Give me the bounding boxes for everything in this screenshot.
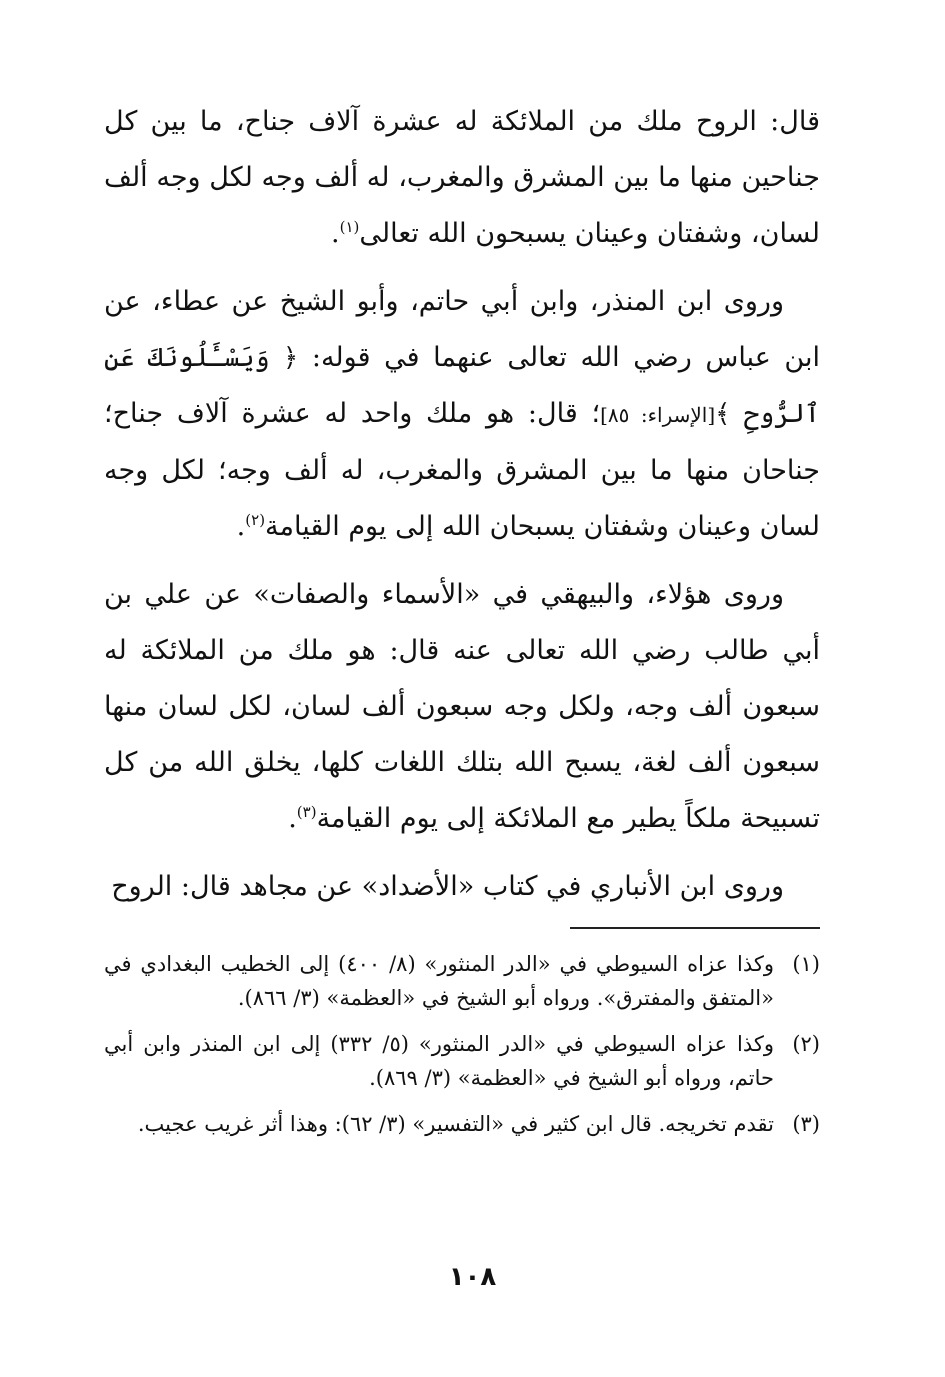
paragraph-2 <box>104 274 820 555</box>
footnote-number: (٣) <box>792 1112 820 1136</box>
paragraph-2-end: . <box>236 511 246 542</box>
footnote-number: (١) <box>792 952 820 976</box>
footnotes <box>104 947 820 1153</box>
paragraph-2-text-after: ؛ قال: هو ملك واحد له عشرة آلاف جناح؛ جناحان منها ما بين المشرق والمغرب، له ألف وجه؛ لكل وجه لسان وعينان وشفتان يسبحان الله إلى يوم القيامة <box>104 398 820 542</box>
footnote-number: (٢) <box>792 1032 820 1056</box>
verse-citation: [الإسراء: ٨٥] <box>600 403 716 427</box>
paragraph-1 <box>104 94 820 262</box>
quran-verse: ﴿ وَيَسْـَٔلُونَكَ عَنِ ٱلرُّوحِ ﴾ <box>104 343 820 429</box>
footnote-ref-2[interactable]: (٢) <box>245 511 266 529</box>
footnote-text: تقدم تخريجه. قال ابن كثير في «التفسير» (٣/ ٦٢): وهذا أثر غريب عجيب. <box>137 1112 774 1136</box>
footnote-text: وكذا عزاه السيوطي في «الدر المنثور» (٨/ ٤٠٠) إلى الخطيب البغدادي في «المتفق والمفترق». ورواه أبو الشيخ في «العظمة» (٣/ ٨٦٦). <box>104 952 774 1010</box>
paragraph-3-end: . <box>288 803 297 834</box>
footnote-separator <box>570 927 820 929</box>
footnote-2 <box>104 1027 820 1095</box>
paragraph-1-text: قال: الروح ملك من الملائكة له عشرة آلاف جناح، ما بين كل جناحين منها ما بين المشرق والمغرب، له ألف وجه لكل وجه ألف لسان، وشفتان وعينان يسبحون الله تعالى <box>104 106 820 249</box>
footnote-ref-1[interactable]: (١) <box>339 218 360 236</box>
paragraph-2-text-before: وروى ابن المنذر، وابن أبي حاتم، وأبو الشيخ عن عطاء، عن ابن عباس رضي الله تعالى عنهما في قوله: <box>104 286 821 373</box>
footnote-ref-3[interactable]: (٣) <box>296 803 317 821</box>
paragraph-4 <box>104 859 820 915</box>
page-number: ١٠٨ <box>448 1262 497 1292</box>
footnote-1 <box>104 947 820 1015</box>
paragraph-4-text: وروى ابن الأنباري في كتاب «الأضداد» عن مجاهد قال: الروح <box>111 871 784 902</box>
main-text <box>104 94 820 927</box>
paragraph-3 <box>104 567 820 847</box>
footnote-3 <box>104 1107 820 1141</box>
footnote-text: وكذا عزاه السيوطي في «الدر المنثور» (٥/ ٣٣٢) إلى ابن المنذر وابن أبي حاتم، ورواه أبو الشيخ في «العظمة» (٣/ ٨٦٩). <box>104 1032 774 1090</box>
paragraph-3-text: وروى هؤلاء، والبيهقي في «الأسماء والصفات» عن علي بن أبي طالب رضي الله تعالى عنه قال: هو ملك من الملائكة له سبعون ألف وجه، ولكل وجه سبعون ألف لسان، لكل لسان منها سبعون ألف لغة، يسبح الله بتلك اللغات كلها، يخلق الله من كل تسبيحة ملكاً يطير مع الملائكة إلى يوم القيامة <box>104 579 820 834</box>
paragraph-1-end: . <box>331 218 340 249</box>
